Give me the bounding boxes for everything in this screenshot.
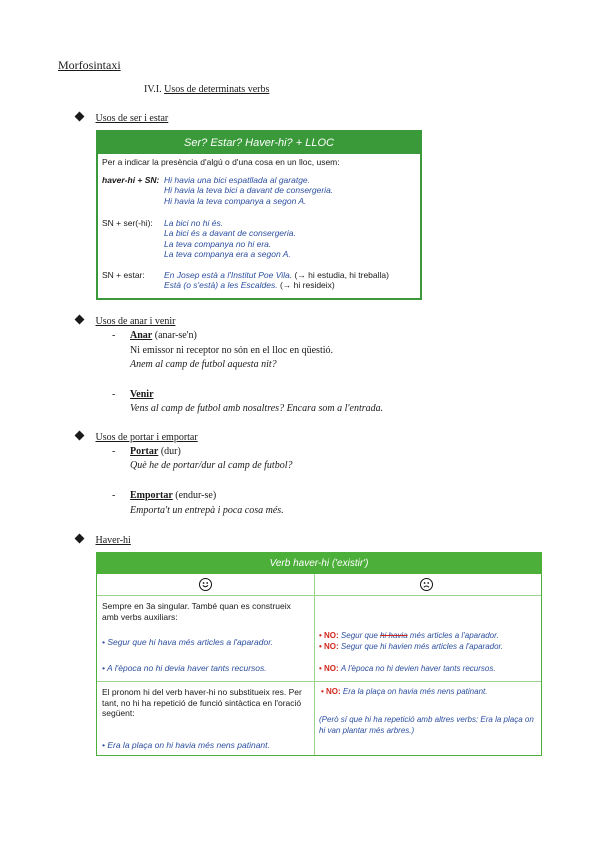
column-divider <box>314 574 315 755</box>
portar-heading-row <box>76 432 198 443</box>
bullet-diamond-icon <box>75 112 85 122</box>
dash-icon: - <box>112 446 116 457</box>
incorrect-example: • NO: Segur que hi havia més articles a l'aparador. <box>319 631 499 640</box>
bullet-diamond-icon <box>75 431 85 441</box>
ser-estar-box <box>96 130 422 300</box>
anar-explanation: Ni emissor ni receptor no són en el lloc en qüestió. <box>130 345 334 356</box>
anar-venir-heading: Usos de anar i venir <box>95 316 176 327</box>
example-line: La teva companya era a segon A. <box>164 248 291 259</box>
haver-hi-table <box>96 552 542 756</box>
repetition-note: (Però sí que hi ha repetició amb altres verbs: Era la plaça on hi van plantar més arbres.) <box>319 715 534 735</box>
correct-example: • Era la plaça on hi havia més nens patinant. <box>102 740 270 750</box>
example-line: La teva companya no hi era. <box>164 238 272 249</box>
haver-hi-heading: Haver-hi <box>95 535 131 546</box>
list-item-portar: Portar (dur) <box>130 446 181 457</box>
list-item-emportar: Emportar (endur-se) <box>130 490 217 501</box>
haver-hi-table-title: Verb haver-hi ('existir') <box>97 553 541 574</box>
estar-examples <box>164 270 389 291</box>
ser-estar-box-title: Ser? Estar? Haver-hi? + LLOC <box>98 132 420 154</box>
dash-icon: - <box>112 330 116 341</box>
example-line: La bici no hi és. <box>164 218 224 228</box>
row-label-ser-hi: SN + ser(-hi): <box>102 218 153 228</box>
ser-estar-heading: Usos de ser i estar <box>95 113 169 124</box>
ser-hi-examples <box>164 218 296 259</box>
bullet-diamond-icon <box>75 315 85 325</box>
example-line: Està (o s'està) a les Escaldes. (→ hi resideix) <box>164 280 335 291</box>
dash-icon: - <box>112 490 116 501</box>
smile-icon <box>199 578 212 591</box>
ser-estar-heading-row <box>76 113 168 124</box>
portar-example: Què he de portar/dur al camp de futbol? <box>130 460 293 471</box>
correct-example: • Segur que hi hava més articles a l'aparador. <box>102 637 274 647</box>
rule-text-pronoun-hi: El pronom hi del verb haver-hi no substitueix res. Per tant, no hi ha repetició de funció sintàctica en l'oració següent: <box>102 687 302 718</box>
row-divider <box>97 595 541 596</box>
ser-estar-intro: Per a indicar la presència d'algú o d'una cosa en un lloc, usem: <box>102 157 340 167</box>
rule-text-third-singular: Sempre en 3a singular. També quan es construeix amb verbs auxiliars: <box>102 601 291 622</box>
correct-example: • A l'època no hi devia haver tants recursos. <box>102 663 267 673</box>
example-line: Hi havia una bici espatllada al garatge. <box>164 175 311 185</box>
row-label-estar: SN + estar: <box>102 270 145 280</box>
row-label-haver-hi: haver-hi + SN: <box>102 175 160 185</box>
section-title: Usos de determinats verbs <box>164 84 270 95</box>
row-divider <box>97 681 541 682</box>
example-line: Hi havia la teva bici a davant de consergeria. <box>164 185 334 196</box>
venir-example: Vens al camp de futbol amb nosaltres? Encara som a l'entrada. <box>130 403 384 414</box>
dash-icon: - <box>112 389 116 400</box>
section-number: IV.I. <box>144 84 162 95</box>
frown-icon <box>420 578 433 591</box>
example-line: Hi havia la teva companya a segon A. <box>164 195 307 206</box>
bullet-diamond-icon <box>75 534 85 544</box>
anar-venir-heading-row <box>76 316 175 327</box>
incorrect-example: • NO: Segur que hi havien més articles a l'aparador. <box>319 642 504 651</box>
portar-heading: Usos de portar i emportar <box>95 432 198 443</box>
emportar-example: Emporta't un entrepà i poca cosa més. <box>130 505 284 516</box>
haver-hi-heading-row <box>76 535 131 546</box>
page-title: Morfosintaxi <box>58 58 121 72</box>
haver-hi-examples <box>164 175 333 206</box>
incorrect-example: • NO: Era la plaça on havia més nens patinant. <box>321 687 488 696</box>
section-heading <box>144 84 269 95</box>
incorrect-example: • NO: A l'època no hi devien haver tants recursos. <box>319 664 496 673</box>
anar-example: Anem al camp de futbol aquesta nit? <box>130 359 277 370</box>
list-item-anar: Anar (anar-se'n) <box>130 330 197 341</box>
list-item-venir: Venir <box>130 389 154 400</box>
example-line: En Josep està a l'Institut Poe Vila. (→ hi estudia, hi treballa) <box>164 270 389 280</box>
example-line: La bici és a davant de consergeria. <box>164 228 296 239</box>
